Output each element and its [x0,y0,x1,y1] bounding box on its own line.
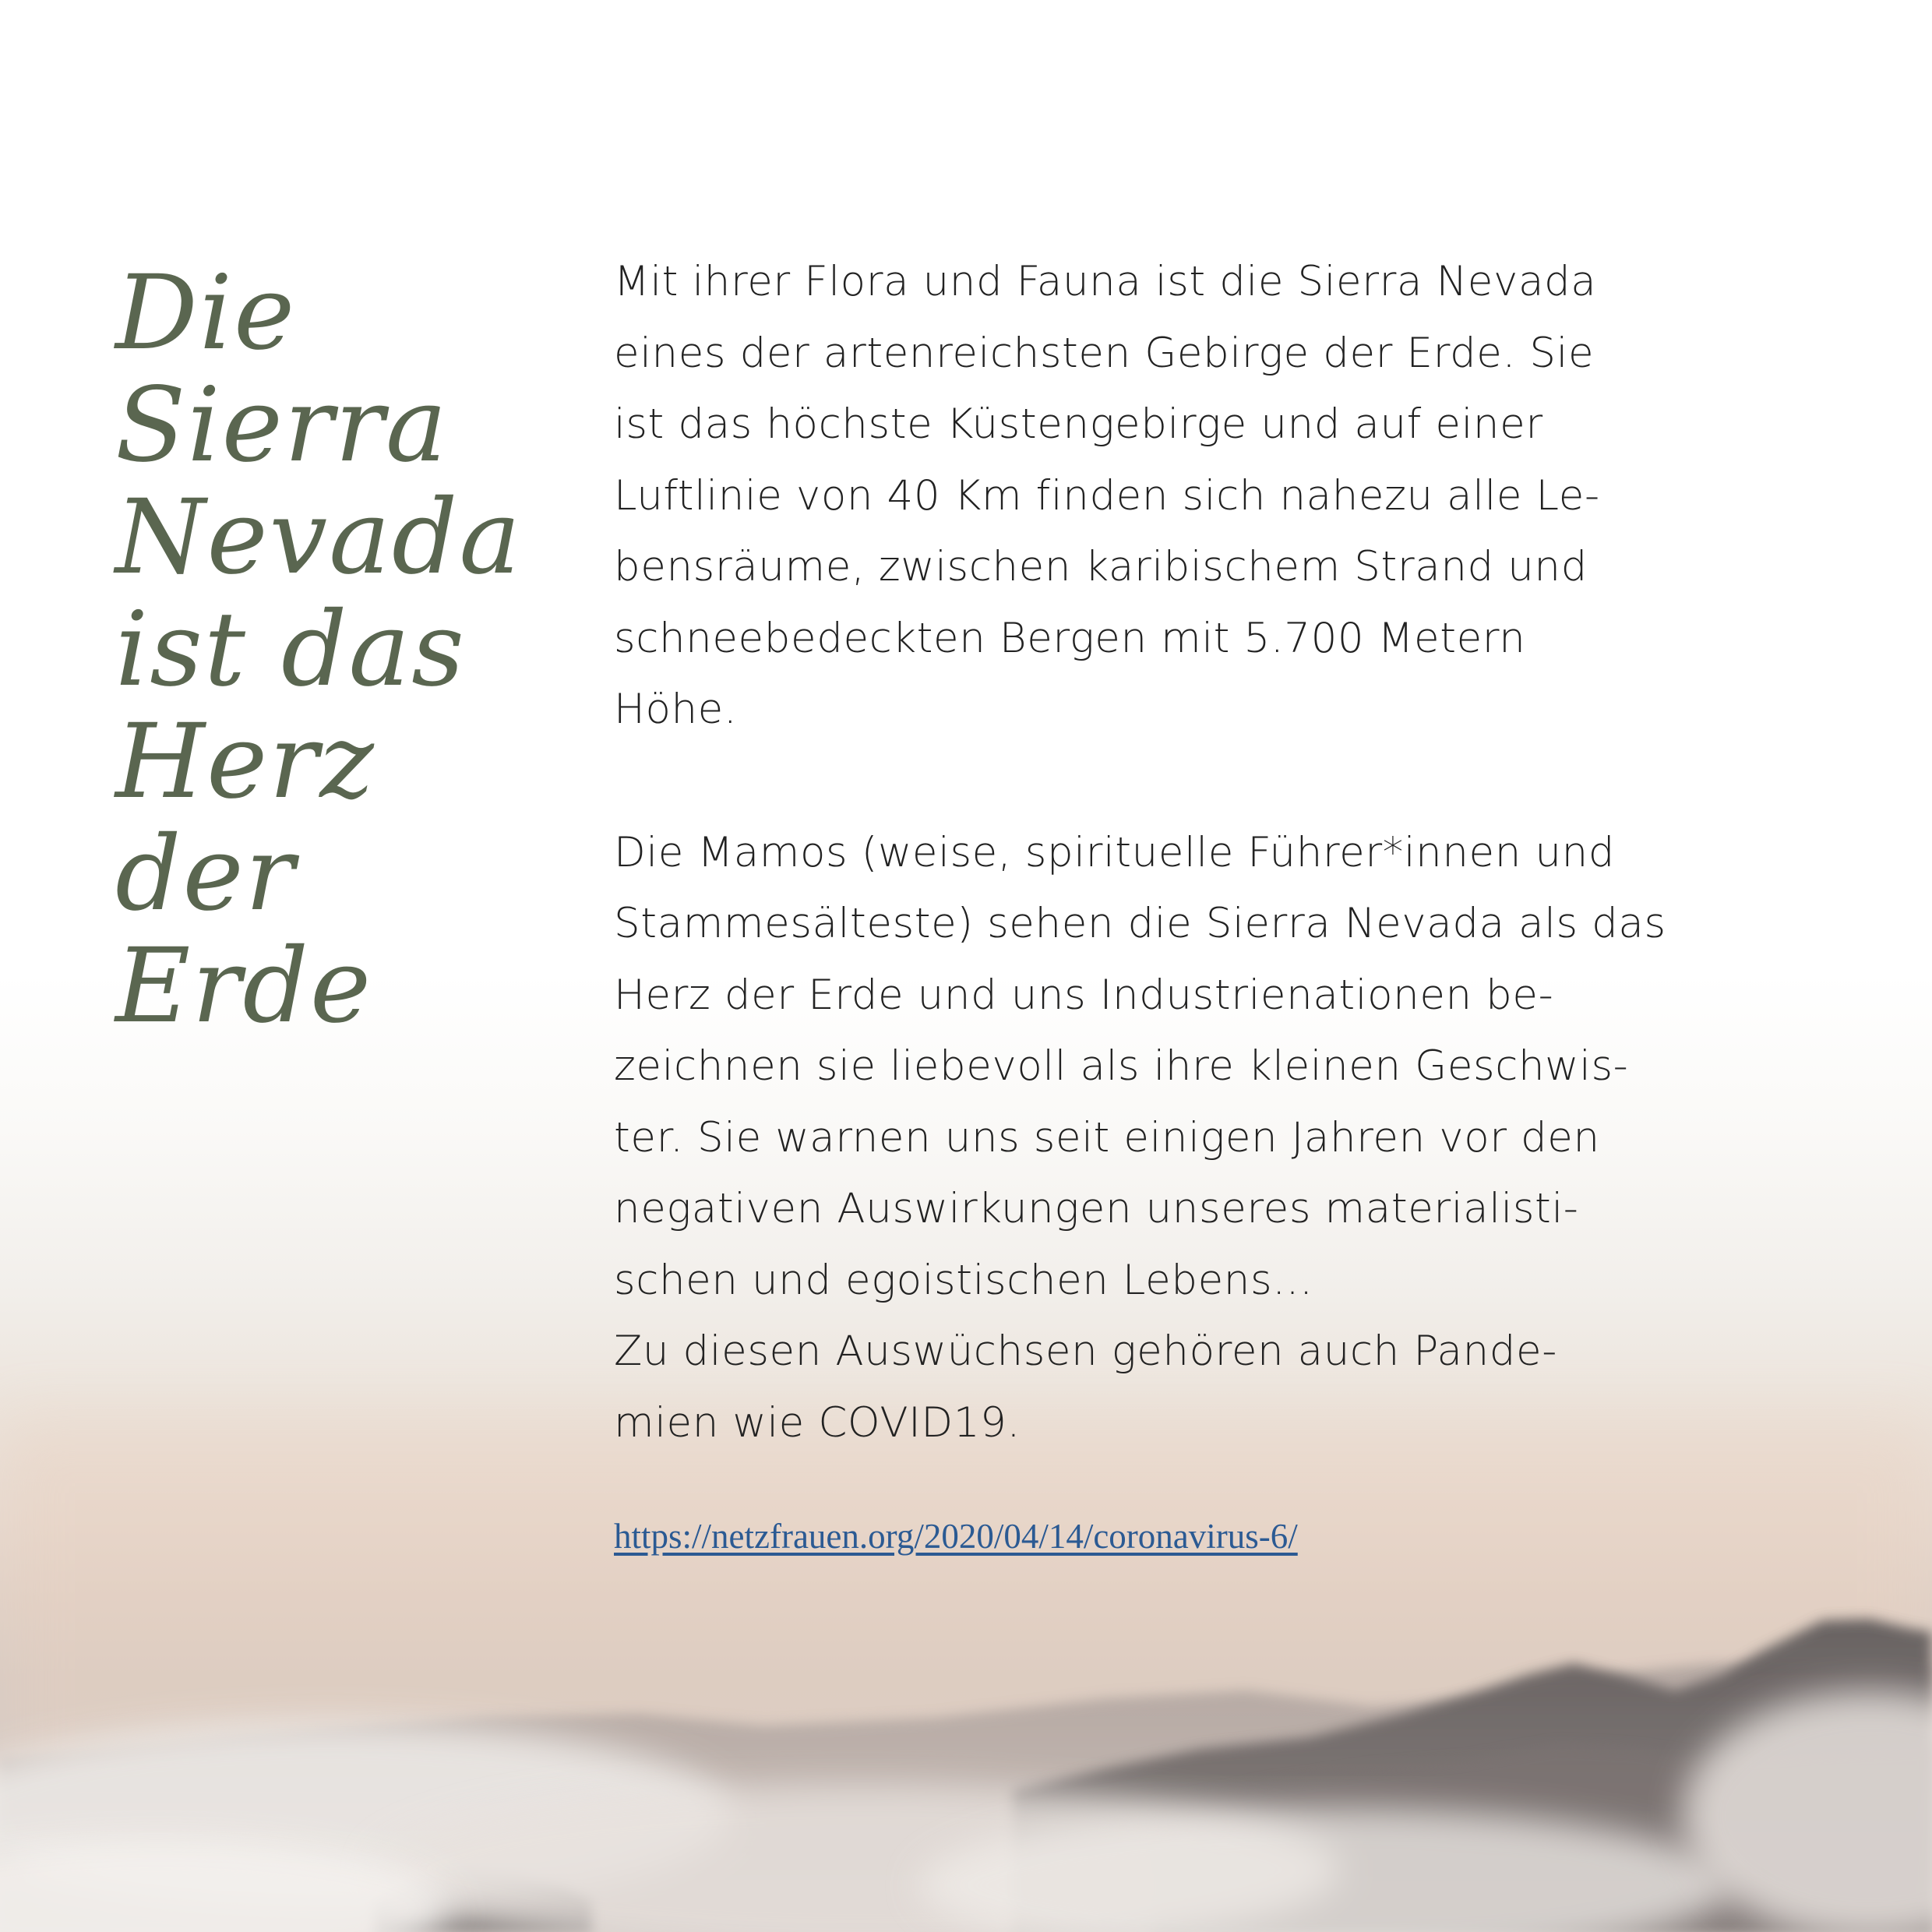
source-link[interactable]: https://netzfrauen.org/2020/04/14/coronavirus-6/ [614,1517,1298,1556]
page-title: Die Sierra Nevada ist das Herz der Erde [115,253,523,1046]
paragraph-mamos: Die Mamos (weise, spirituelle Führer*innen und Stammesälteste) sehen die Sierra Nevada als das Herz der Erde und uns Industrienationen be- zeichnen sie liebevoll als ihre kleinen Geschwis- ter. Sie warnen uns seit einigen Jahren vor den negativen Auswirkungen unseres materialisti- schen und egoistischen Lebens... Zu diesen Auswüchsen gehören auch Pande- mien wie COVID19. [614,828,1666,1447]
body-text-column [614,246,1829,1557]
paragraph-flora-fauna: Mit ihrer Flora und Fauna ist die Sierra Nevada eines der artenreichsten Gebirge der Erde. Sie ist das höchste Küstengebirge und auf einer Luftlinie von 40 Km finden sich nahezu alle Le- bensräume, zwischen karibischem Strand und schneebedeckten Bergen mit 5.700 Metern Höhe. [614,258,1600,733]
